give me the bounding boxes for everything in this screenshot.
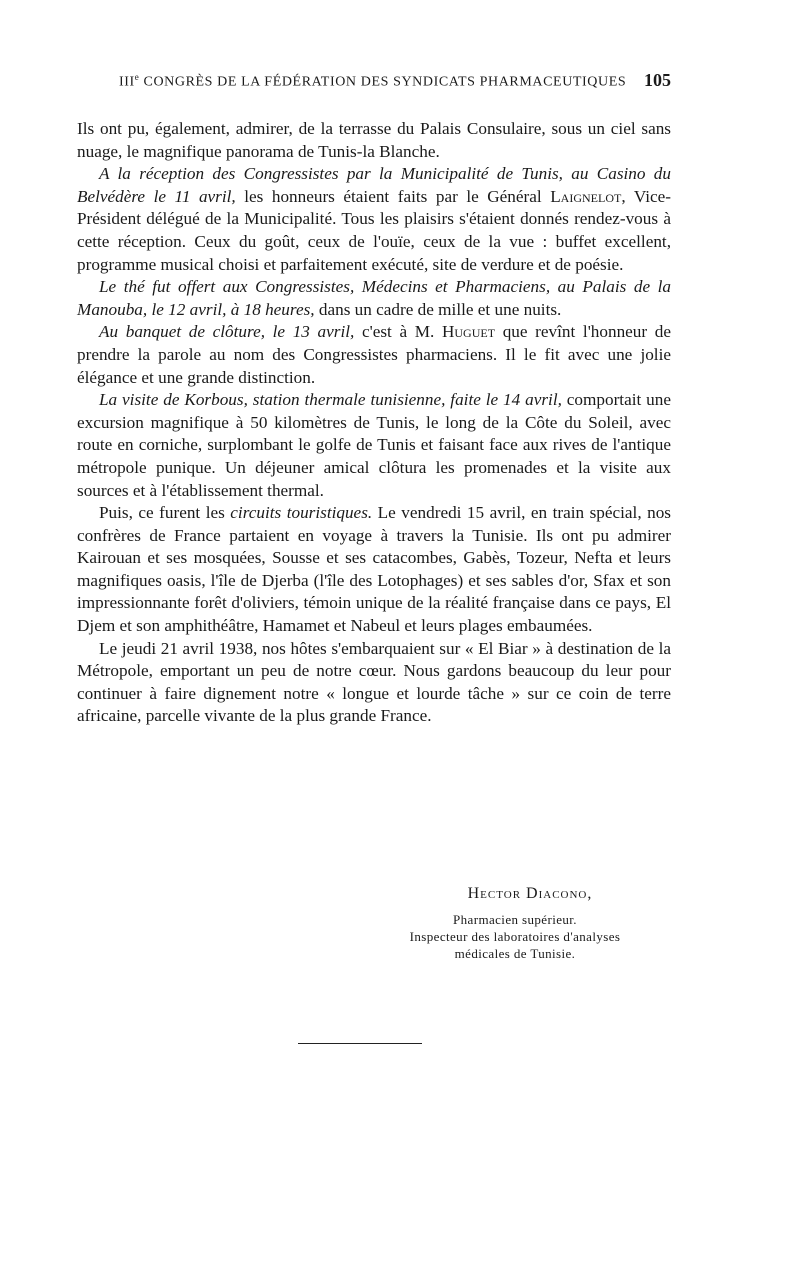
text-run: Puis, ce furent les	[99, 503, 231, 523]
person-name: Laignelot	[550, 186, 622, 206]
signature-block	[370, 885, 660, 962]
paragraph	[77, 276, 671, 321]
running-header	[119, 70, 671, 91]
paragraph	[77, 502, 671, 638]
paragraph	[77, 638, 671, 728]
text-run: les honneurs étaient faits par le Général	[235, 186, 551, 206]
author-title: Pharmacien supérieur.	[453, 912, 577, 927]
text-run: Ils ont pu, également, admirer, de la terrasse du Palais Consulaire, sous un ciel sans nuage, le magnifique panorama de Tunis-la Blanche.	[77, 119, 671, 161]
person-name: Huguet	[441, 322, 496, 342]
paragraph	[77, 389, 671, 502]
paragraph	[77, 163, 671, 276]
italic-phrase: circuits touristiques.	[230, 503, 373, 523]
text-run: comportait une excursion magnifique à 50 kilomètres de Tunis, le long de la Côte du Soleil, avec route en corniche, surplombant le golfe de Tunis et faisant face aux rives de l'antique métropole punique. Un déjeuner amical clôtura les promenades et la visite aux sources et à l'établissement thermal.	[77, 390, 671, 500]
running-title: IIIe CONGRÈS DE LA FÉDÉRATION DES SYNDICATS PHARMACEUTIQUES	[119, 72, 627, 90]
italic-phrase: Au banquet de clôture, le 13 avril,	[99, 322, 355, 342]
text-run: c'est à M.	[354, 322, 442, 342]
italic-phrase: A la réception des Congressistes par la Municipalité de Tunis, au Casino du Belvédère le 11 avril,	[77, 164, 671, 206]
page-number: 105	[644, 70, 671, 90]
author-role-continued: médicales de Tunisie.	[454, 946, 576, 961]
paragraph	[77, 321, 671, 389]
end-rule	[298, 1043, 422, 1044]
text-run: , Vice-Président délégué de la Municipalité. Tous les plaisirs s'étaient donnés rendez-vous à cette réception. Ceux du goût, ceux de l'ouïe, ceux de la vue : buffet excellent, programme musical choisi et parfaitement exécuté, site de verdure et de poésie.	[77, 186, 671, 274]
italic-phrase: La visite de Korbous, station thermale tunisienne, faite le 14 avril,	[99, 390, 562, 410]
article-body	[77, 118, 671, 728]
author-name: Hector Diacono,	[467, 885, 593, 902]
italic-phrase: Le thé fut offert aux Congressistes, Médecins et Pharmaciens, au Palais de la Manouba, le 12 avril, à 18 heures,	[77, 277, 671, 319]
author-role: Inspecteur des laboratoires d'analyses	[409, 929, 621, 944]
text-run: que revînt l'honneur de prendre la parole au nom des Congressistes pharmaciens. Il le fit avec une jolie élégance et une grande distinction.	[77, 322, 671, 387]
text-run: Le jeudi 21 avril 1938, nos hôtes s'embarquaient sur « El Biar » à destination de la Métropole, emportant un peu de notre cœur. Nous gardons beaucoup du leur pour continuer à faire dignement notre « longue et lourde tâche » sur ce coin de terre africaine, parcelle vivante de la plus grande France.	[77, 638, 671, 726]
paragraph	[77, 118, 671, 163]
text-run: Le vendredi 15 avril, en train spécial, nos confrères de France partaient en voyage à travers la Tunisie. Ils ont pu admirer Kairouan et ses mosquées, Sousse et ses catacombes, Gabès, Tozeur, Nefta et leurs magnifiques oasis, l'île de Djerba (l'île des Lotophages) et ses sables d'or, Sfax et son impressionnante forêt d'oliviers, témoin unique de la réalité française dans ce pays, El Djem et son amphithéâtre, Hamamet et Nabeul et leurs plages embaumées.	[77, 503, 671, 636]
text-run: dans un cadre de mille et une nuits.	[314, 299, 562, 319]
